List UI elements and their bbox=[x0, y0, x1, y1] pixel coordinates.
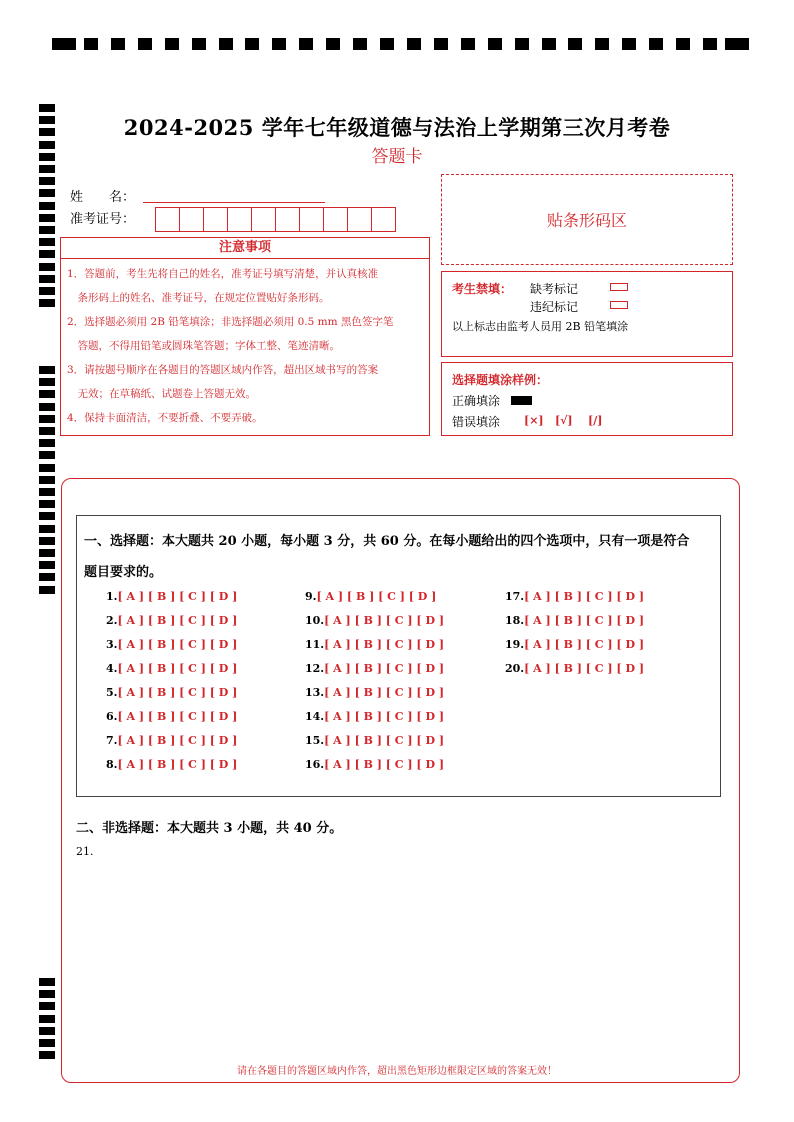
choice-question[interactable] bbox=[106, 758, 237, 771]
timing-mark bbox=[380, 38, 394, 50]
barcode-label: 贴条形码区 bbox=[546, 211, 627, 230]
choice-question[interactable] bbox=[505, 590, 644, 603]
forbid-label: 考生禁填： bbox=[452, 282, 513, 296]
choice-question[interactable] bbox=[106, 734, 237, 747]
timing-mark bbox=[165, 38, 179, 50]
timing-mark bbox=[39, 990, 55, 998]
timing-mark bbox=[649, 38, 663, 50]
timing-mark bbox=[39, 202, 55, 210]
timing-mark bbox=[703, 38, 717, 50]
choice-question[interactable] bbox=[305, 710, 444, 723]
timing-mark bbox=[39, 1015, 55, 1023]
choice-bubbles[interactable]: [ A ] [ B ] [ C ] [ D ] bbox=[324, 614, 445, 627]
barcode-area bbox=[441, 174, 733, 265]
question-number: 19. bbox=[505, 638, 525, 651]
page-subtitle: 答题卡 bbox=[371, 147, 423, 167]
choice-bubbles[interactable]: [ A ] [ B ] [ C ] [ D ] bbox=[324, 686, 445, 699]
timing-mark bbox=[434, 38, 448, 50]
choice-question[interactable] bbox=[106, 710, 237, 723]
timing-mark bbox=[39, 537, 55, 545]
timing-mark bbox=[39, 549, 55, 557]
correct-fill-sample bbox=[511, 396, 532, 405]
choice-question[interactable] bbox=[305, 662, 444, 675]
timing-mark bbox=[39, 226, 55, 234]
timing-mark bbox=[39, 978, 55, 986]
absent-mark-box[interactable] bbox=[610, 283, 628, 291]
timing-mark bbox=[52, 38, 76, 50]
timing-mark bbox=[39, 512, 55, 520]
exam-id-digit-box[interactable] bbox=[251, 207, 276, 232]
footer-note: 请在各题目的答题区域内作答，超出黑色矩形边框限定区域的答案无效！ bbox=[237, 1066, 557, 1077]
timing-mark bbox=[39, 1051, 55, 1059]
notice-box bbox=[60, 258, 430, 436]
timing-mark bbox=[39, 299, 55, 307]
exam-id-digit-box[interactable] bbox=[203, 207, 228, 232]
choice-bubbles[interactable]: [ A ] [ B ] [ C ] [ D ] bbox=[117, 638, 238, 651]
timing-mark bbox=[461, 38, 475, 50]
question-number: 7. bbox=[106, 734, 118, 747]
notice-title: 注意事项 bbox=[60, 237, 430, 259]
exam-id-digit-box[interactable] bbox=[275, 207, 300, 232]
timing-mark bbox=[39, 390, 55, 398]
timing-marks-top bbox=[52, 38, 749, 50]
choice-bubbles[interactable]: [ A ] [ B ] [ C ] [ D ] bbox=[324, 758, 445, 771]
timing-mark bbox=[39, 263, 55, 271]
timing-mark bbox=[39, 476, 55, 484]
choice-bubbles[interactable]: [ A ] [ B ] [ C ] [ D ] bbox=[524, 638, 645, 651]
exam-id-boxes[interactable] bbox=[155, 207, 395, 232]
timing-mark bbox=[39, 573, 55, 581]
timing-mark bbox=[39, 104, 55, 112]
timing-mark bbox=[39, 427, 55, 435]
choice-bubbles[interactable]: [ A ] [ B ] [ C ] [ D ] bbox=[117, 734, 238, 747]
wrong-fill-sample: [√] bbox=[555, 414, 573, 427]
choice-bubbles[interactable]: [ A ] [ B ] [ C ] [ D ] bbox=[324, 734, 445, 747]
notice-item: 2．选择题必须用 2B 铅笔填涂；非选择题必须用 0.5 mm 黑色签字笔 bbox=[67, 316, 394, 328]
timing-mark bbox=[39, 238, 55, 246]
timing-mark bbox=[568, 38, 582, 50]
choice-question[interactable] bbox=[106, 638, 237, 651]
section2-title: 二、非选择题：本大题共 3 小题，共 40 分。 bbox=[76, 821, 343, 836]
timing-mark bbox=[39, 415, 55, 423]
exam-id-digit-box[interactable] bbox=[299, 207, 324, 232]
name-field[interactable] bbox=[143, 202, 325, 203]
timing-mark bbox=[192, 38, 206, 50]
timing-mark bbox=[39, 525, 55, 533]
choice-question[interactable] bbox=[305, 686, 444, 699]
notice-item: 无效；在草稿纸、试题卷上答题无效。 bbox=[67, 388, 256, 400]
choice-bubbles[interactable]: [ A ] [ B ] [ C ] [ D ] bbox=[524, 662, 645, 675]
section1-title-cont: 题目要求的。 bbox=[84, 565, 163, 580]
question-number: 8. bbox=[106, 758, 118, 771]
choice-bubbles[interactable]: [ A ] [ B ] [ C ] [ D ] bbox=[117, 710, 238, 723]
timing-mark bbox=[622, 38, 636, 50]
question-number: 14. bbox=[305, 710, 325, 723]
timing-mark bbox=[111, 38, 125, 50]
timing-mark bbox=[39, 189, 55, 197]
sample-title: 选择题填涂样例： bbox=[452, 373, 549, 387]
timing-mark bbox=[515, 38, 529, 50]
choice-bubbles[interactable]: [ A ] [ B ] [ C ] [ D ] bbox=[324, 638, 445, 651]
wrong-fill-sample: [/] bbox=[588, 414, 603, 427]
timing-mark bbox=[595, 38, 609, 50]
examinee-forbidden-box bbox=[441, 271, 733, 357]
question-number: 1. bbox=[106, 590, 118, 603]
timing-mark bbox=[39, 214, 55, 222]
timing-mark bbox=[39, 378, 55, 386]
timing-mark bbox=[676, 38, 690, 50]
timing-mark bbox=[39, 500, 55, 508]
choice-question[interactable] bbox=[305, 614, 444, 627]
timing-mark bbox=[39, 403, 55, 411]
choice-bubbles[interactable]: [ A ] [ B ] [ C ] [ D ] bbox=[316, 590, 437, 603]
question-number: 5. bbox=[106, 686, 118, 699]
choice-question[interactable] bbox=[305, 734, 444, 747]
violation-mark-label: 违纪标记 bbox=[530, 300, 579, 314]
timing-mark bbox=[39, 177, 55, 185]
choice-question[interactable] bbox=[305, 638, 444, 651]
wrong-fill-label: 错误填涂 bbox=[452, 415, 501, 429]
timing-mark bbox=[488, 38, 502, 50]
timing-mark bbox=[39, 275, 55, 283]
exam-id-label: 准考证号： bbox=[70, 212, 136, 227]
notice-item: 答题，不得用铅笔或圆珠笔答题；字体工整、笔迹清晰。 bbox=[67, 340, 340, 352]
violation-mark-box[interactable] bbox=[610, 301, 628, 309]
question-number: 20. bbox=[505, 662, 525, 675]
question-number: 11. bbox=[305, 638, 325, 651]
timing-mark bbox=[39, 1002, 55, 1010]
timing-mark bbox=[39, 488, 55, 496]
timing-mark bbox=[353, 38, 367, 50]
choice-bubbles[interactable]: [ A ] [ B ] [ C ] [ D ] bbox=[524, 590, 645, 603]
exam-id-digit-box[interactable] bbox=[155, 207, 180, 232]
choice-question[interactable] bbox=[505, 638, 644, 651]
timing-mark bbox=[39, 1027, 55, 1035]
question-number: 6. bbox=[106, 710, 118, 723]
timing-mark bbox=[39, 464, 55, 472]
exam-id-digit-box[interactable] bbox=[323, 207, 348, 232]
choice-question[interactable] bbox=[305, 758, 444, 771]
timing-mark bbox=[542, 38, 556, 50]
exam-id-digit-box[interactable] bbox=[371, 207, 396, 232]
absent-mark-label: 缺考标记 bbox=[530, 282, 579, 296]
fill-sample-box bbox=[441, 362, 733, 436]
name-label: 姓 名： bbox=[70, 190, 136, 205]
choice-bubbles[interactable]: [ A ] [ B ] [ C ] [ D ] bbox=[117, 590, 238, 603]
timing-mark bbox=[39, 451, 55, 459]
choice-question[interactable] bbox=[505, 662, 644, 675]
timing-mark bbox=[138, 38, 152, 50]
choice-bubbles[interactable]: [ A ] [ B ] [ C ] [ D ] bbox=[117, 758, 238, 771]
question-number: 15. bbox=[305, 734, 325, 747]
timing-mark bbox=[272, 38, 286, 50]
timing-mark bbox=[219, 38, 233, 50]
timing-mark bbox=[326, 38, 340, 50]
timing-mark bbox=[39, 586, 55, 594]
question-number: 4. bbox=[106, 662, 118, 675]
question-number: 16. bbox=[305, 758, 325, 771]
exam-id-digit-box[interactable] bbox=[227, 207, 252, 232]
question-number: 13. bbox=[305, 686, 325, 699]
question-21-label: 21. bbox=[76, 845, 94, 858]
timing-mark bbox=[39, 1039, 55, 1047]
choice-bubbles[interactable]: [ A ] [ B ] [ C ] [ D ] bbox=[324, 662, 445, 675]
question-number: 18. bbox=[505, 614, 525, 627]
notice-item: 1．答题前，考生先将自己的姓名，准考证号填写清楚，并认真核准 bbox=[67, 268, 379, 280]
section1-title: 一、选择题：本大题共 20 小题，每小题 3 分，共 60 分。在每小题给出的四个选项中，只有一项是符合 bbox=[84, 534, 690, 549]
timing-mark bbox=[725, 38, 749, 50]
question-number: 2. bbox=[106, 614, 118, 627]
timing-mark bbox=[39, 366, 55, 374]
wrong-fill-sample: [×] bbox=[524, 414, 544, 427]
choice-bubbles[interactable]: [ A ] [ B ] [ C ] [ D ] bbox=[117, 614, 238, 627]
timing-mark bbox=[39, 561, 55, 569]
exam-id-digit-box[interactable] bbox=[179, 207, 204, 232]
timing-mark bbox=[39, 287, 55, 295]
question-number: 12. bbox=[305, 662, 325, 675]
timing-mark bbox=[245, 38, 259, 50]
correct-fill-label: 正确填涂 bbox=[452, 394, 501, 408]
timing-mark bbox=[407, 38, 421, 50]
notice-item: 条形码上的姓名、准考证号，在规定位置贴好条形码。 bbox=[67, 292, 330, 304]
choice-question[interactable] bbox=[505, 614, 644, 627]
choice-question[interactable] bbox=[106, 614, 237, 627]
choice-question[interactable] bbox=[106, 662, 237, 675]
timing-mark bbox=[84, 38, 98, 50]
choice-bubbles[interactable]: [ A ] [ B ] [ C ] [ D ] bbox=[117, 662, 238, 675]
choice-bubbles[interactable]: [ A ] [ B ] [ C ] [ D ] bbox=[324, 710, 445, 723]
timing-mark bbox=[39, 439, 55, 447]
exam-id-digit-box[interactable] bbox=[347, 207, 372, 232]
question-number: 17. bbox=[505, 590, 525, 603]
question-number: 3. bbox=[106, 638, 118, 651]
choice-question[interactable] bbox=[106, 590, 237, 603]
page-title: 2024-2025 学年七年级道德与法治上学期第三次月考卷 bbox=[123, 115, 671, 140]
choice-question[interactable] bbox=[305, 590, 436, 603]
forbid-note: 以上标志由监考人员用 2B 铅笔填涂 bbox=[452, 320, 629, 333]
question-number: 9. bbox=[305, 590, 317, 603]
timing-mark bbox=[299, 38, 313, 50]
timing-mark bbox=[39, 250, 55, 258]
choice-bubbles[interactable]: [ A ] [ B ] [ C ] [ D ] bbox=[524, 614, 645, 627]
question-number: 10. bbox=[305, 614, 325, 627]
notice-item: 4．保持卡面清洁，不要折叠、不要弄破。 bbox=[67, 412, 263, 424]
choice-bubbles[interactable]: [ A ] [ B ] [ C ] [ D ] bbox=[117, 686, 238, 699]
choice-section-box bbox=[76, 515, 721, 797]
notice-item: 3．请按题号顺序在各题目的答题区域内作答，超出区域书写的答案 bbox=[67, 364, 379, 376]
choice-question[interactable] bbox=[106, 686, 237, 699]
